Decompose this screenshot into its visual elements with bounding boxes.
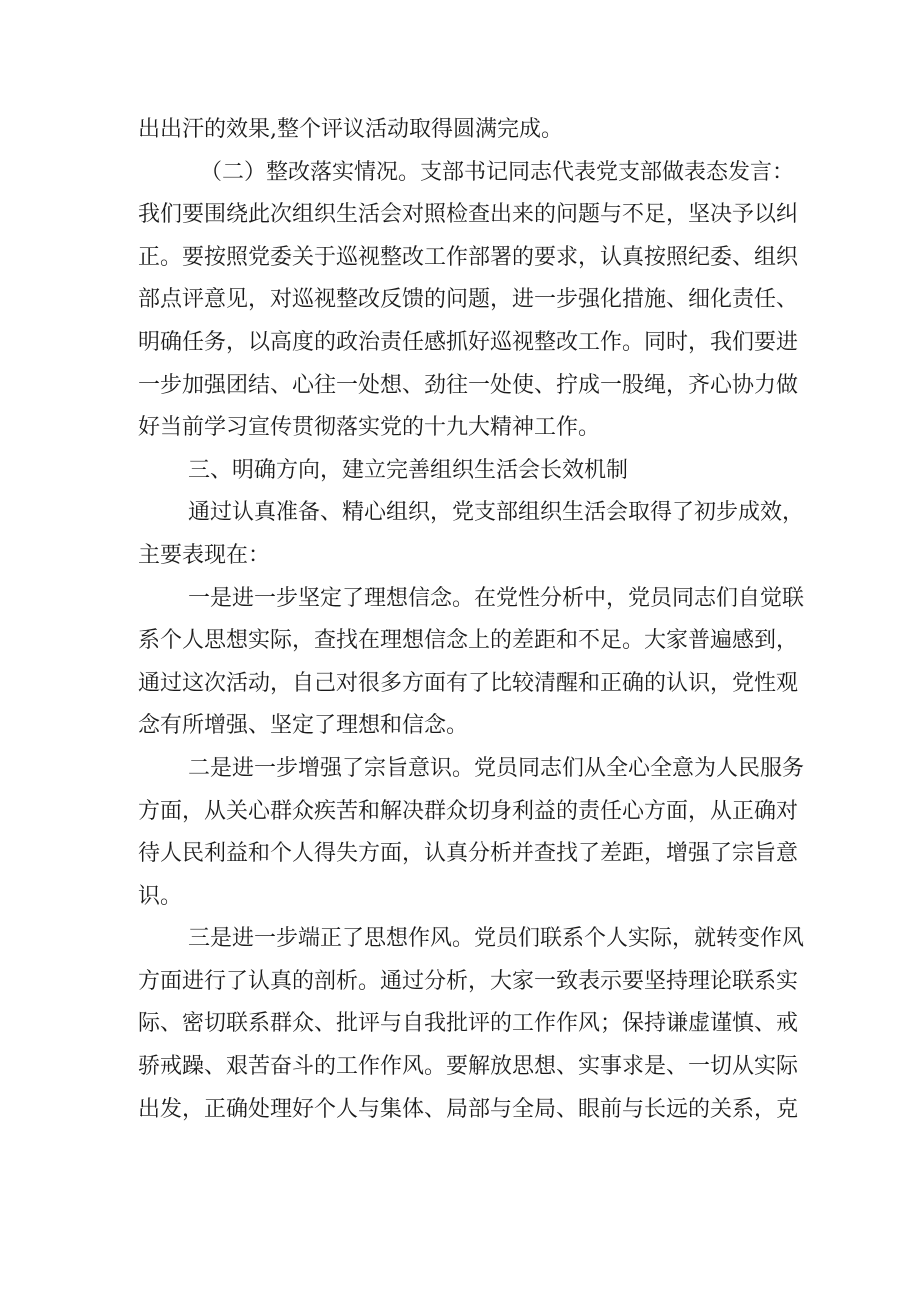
text-line: 正。要按照党委关于巡视整改工作部署的要求，认真按照纪委、组织 bbox=[138, 244, 799, 270]
text-line: 念有所增强、坚定了理想和信念。 bbox=[138, 713, 469, 739]
text-line: 系个人思想实际，查找在理想信念上的差距和不足。大家普遍感到， bbox=[138, 628, 799, 654]
document-body bbox=[138, 109, 805, 1131]
text-line: 一步加强团结、心往一处想、劲往一处使、拧成一股绳，齐心协力做 bbox=[138, 372, 799, 398]
text-line: 待人民利益和个人得失方面，认真分析并查找了差距，增强了宗旨意 bbox=[138, 841, 799, 867]
text-line: 好当前学习宣传贯彻落实党的十九大精神工作。 bbox=[138, 415, 601, 441]
text-line: 际、密切联系群众、批评与自我批评的工作作风；保持谦虚谨慎、戒 bbox=[138, 1011, 799, 1037]
text-line: 通过认真准备、精心组织，党支部组织生活会取得了初步成效， bbox=[188, 500, 805, 526]
text-line: 三是进一步端正了思想作风。党员们联系个人实际，就转变作风 bbox=[188, 926, 805, 952]
text-line: 方面，从关心群众疾苦和解决群众切身利益的责任心方面，从正确对 bbox=[138, 798, 799, 824]
text-line: 我们要围绕此次组织生活会对照检查出来的问题与不足，坚决予以纠 bbox=[138, 202, 799, 228]
text-line: 明确任务，以高度的政治责任感抓好巡视整改工作。同时，我们要进 bbox=[138, 329, 799, 355]
text-line: 部点评意见，对巡视整改反馈的问题，进一步强化措施、细化责任、 bbox=[138, 287, 799, 313]
text-line: 出出汗的效果,整个评议活动取得圆满完成。 bbox=[138, 117, 563, 142]
text-line: 骄戒躁、艰苦奋斗的工作作风。要解放思想、实事求是、一切从实际 bbox=[138, 1054, 799, 1080]
text-line: 一是进一步坚定了理想信念。在党性分析中，党员同志们自觉联 bbox=[188, 585, 805, 611]
text-line: 方面进行了认真的剖析。通过分析，大家一致表示要坚持理论联系实 bbox=[138, 968, 799, 994]
text-line: 识。 bbox=[138, 883, 183, 909]
text-line: 主要表现在： bbox=[138, 542, 271, 568]
text-line: （二）整改落实情况。支部书记同志代表党支部做表态发言： bbox=[200, 159, 795, 185]
text-line: 二是进一步增强了宗旨意识。党员同志们从全心全意为人民服务 bbox=[188, 755, 805, 781]
text-line: 通过这次活动，自己对很多方面有了比较清醒和正确的认识，党性观 bbox=[138, 670, 799, 696]
text-line: 出发，正确处理好个人与集体、局部与全局、眼前与长远的关系，克 bbox=[138, 1096, 799, 1122]
section-heading: 三、明确方向，建立完善组织生活会长效机制 bbox=[188, 457, 629, 483]
